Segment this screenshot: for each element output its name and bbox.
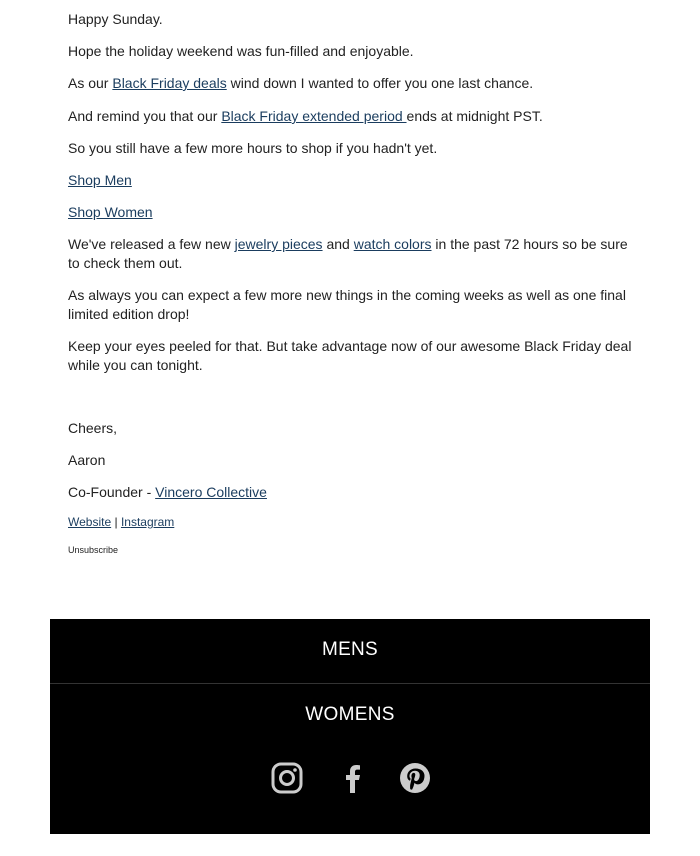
paragraph-hours: So you still have a few more hours to shop if you hadn't yet. — [68, 140, 438, 156]
text-segment: As our — [68, 75, 113, 91]
text-segment: and — [322, 236, 354, 252]
text-segment: Co-Founder - — [68, 484, 156, 500]
shop-women-line — [68, 203, 638, 222]
separator: | — [111, 515, 121, 529]
text-segment: We've released a few new — [68, 236, 235, 252]
sender-title — [68, 483, 638, 502]
black-friday-deals-link[interactable]: Black Friday deals — [112, 75, 227, 91]
vincero-collective-link[interactable]: Vincero Collective — [155, 484, 267, 500]
text-segment: in the past 72 hours so be sure to check them out. — [68, 236, 628, 271]
social-links-line — [68, 514, 638, 530]
footer-nav — [50, 619, 650, 834]
text-segment: ends at midnight PST. — [406, 108, 543, 124]
paragraph-deals — [68, 74, 638, 93]
signoff-text: Cheers, — [68, 420, 118, 436]
unsubscribe-line — [68, 544, 638, 556]
jewelry-pieces-link[interactable]: jewelry pieces — [234, 236, 323, 252]
instagram-icon[interactable] — [270, 761, 304, 795]
sender-name: Aaron — [68, 452, 106, 468]
instagram-link[interactable]: Instagram — [120, 515, 175, 529]
watch-colors-link[interactable]: watch colors — [353, 236, 432, 252]
nav-womens[interactable]: WOMENS — [305, 704, 395, 725]
shop-women-link[interactable]: Shop Women — [68, 204, 153, 220]
text-segment: And remind you that our — [68, 108, 222, 124]
shop-men-line — [68, 171, 638, 190]
paragraph-holiday: Hope the holiday weekend was fun-filled and enjoyable. — [68, 43, 414, 59]
paragraph-new-releases — [68, 235, 638, 273]
unsubscribe-link[interactable]: Unsubscribe — [68, 545, 119, 555]
nav-mens[interactable]: MENS — [321, 639, 379, 660]
shop-men-link[interactable]: Shop Men — [68, 172, 132, 188]
pinterest-icon[interactable] — [398, 761, 432, 795]
paragraph-peeled: Keep your eyes peeled for that. But take advantage now of our awesome Black Friday deal while you can tonight. — [68, 338, 632, 373]
greeting-text: Happy Sunday. — [68, 11, 163, 27]
paragraph-extended — [68, 107, 638, 126]
text-segment: wind down I wanted to offer you one last chance. — [226, 75, 534, 91]
facebook-icon[interactable] — [336, 761, 370, 795]
black-friday-extended-link[interactable]: Black Friday extended period — [221, 108, 407, 124]
paragraph-coming: As always you can expect a few more new things in the coming weeks as well as one final limited edition drop! — [68, 287, 626, 322]
website-link[interactable]: Website — [68, 515, 112, 529]
footer-divider — [50, 683, 650, 684]
